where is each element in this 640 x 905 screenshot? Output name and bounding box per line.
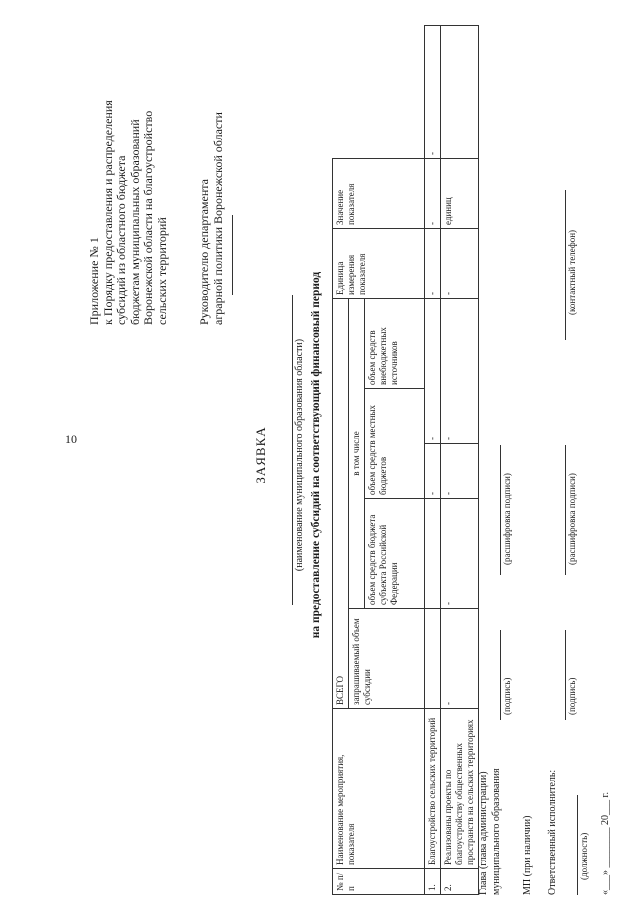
header-name: Наименование мероприятия, показателя (333, 709, 425, 869)
addressee-block (198, 5, 225, 325)
addressee-line: Руководителю департамента (197, 179, 211, 325)
cell-local: - (425, 299, 441, 444)
appendix-line: бюджетам муниципальных образований (127, 119, 142, 325)
cell-value: - (425, 26, 441, 159)
cell-federal: - (441, 444, 479, 499)
header-local: объем средств местных бюджетов (365, 389, 425, 499)
executor-decoding-caption: (расшифровка подписи) (567, 473, 577, 565)
header-requested: запрашиваемый объем субсидии (349, 609, 425, 709)
table-row (425, 26, 441, 895)
head-signature-line (500, 630, 501, 720)
head-label-1: Глава (глава администрации) (478, 771, 489, 895)
document-title: ЗАЯВКА (253, 426, 268, 484)
executor-signature-line (565, 630, 566, 720)
cell-requested: - (441, 499, 479, 609)
header-extra: объем средств внебюджетных источников (365, 299, 425, 389)
executor-position-line (577, 795, 578, 895)
cell-federal: - (425, 444, 441, 499)
head-label-2: муниципального образования (491, 768, 502, 895)
head-decoding-caption: (расшифровка подписи) (502, 473, 512, 565)
appendix-line: сельских территорий (154, 217, 169, 325)
cell-num: 1. (425, 869, 441, 895)
header-value: Значение показателя (333, 159, 425, 229)
executor-signature-caption: (подпись) (567, 677, 577, 715)
cell-unit: единиц (441, 159, 479, 229)
head-decoding-line (500, 445, 501, 575)
header-federal: объем средств бюджета субъекта Российской Федерации (365, 499, 425, 609)
mp-label: МП (при наличии) (522, 815, 533, 895)
municipality-caption: (наименование муниципального образования области) (294, 338, 305, 572)
executor-phone-caption: (контактный телефон) (567, 229, 577, 315)
request-table (332, 25, 479, 895)
cell-extra: - (425, 229, 441, 299)
cell-total (425, 609, 441, 709)
cell-extra: - (441, 229, 479, 299)
appendix-line: Приложение № 1 (87, 237, 101, 325)
addressee-line: аграрной политики Воронежской области (210, 112, 225, 325)
document-subtitle: на предоставление субсидий на соответствующий финансовый период (310, 271, 322, 639)
date-line: «___» ________ 20___ г. (600, 792, 611, 895)
appendix-block (88, 5, 169, 325)
appendix-line: Воронежской области на благоустройство (141, 110, 155, 325)
cell-unit: - (425, 159, 441, 229)
header-including: в том числе (349, 299, 365, 609)
header-total: ВСЕГО (333, 299, 349, 709)
municipality-line (292, 295, 293, 605)
cell-requested (425, 499, 441, 609)
header-unit: Единица измерения показателя (333, 229, 425, 299)
cell-total: - (441, 609, 479, 709)
cell-name: Благоустройство сельских территорий (425, 709, 441, 869)
appendix-line: субсидий из областного бюджета (114, 155, 128, 325)
executor-label: Ответственный исполнитель: (547, 769, 558, 895)
rotated-sheet (10, 15, 630, 895)
header-num: № п/п (333, 869, 425, 895)
page-number: 10 (65, 432, 77, 446)
executor-position-caption: (должность) (579, 832, 589, 880)
addressee-name-line (232, 215, 233, 295)
executor-decoding-line (565, 445, 566, 575)
cell-name: Реализованы проекты по благоустройству общественных пространств на сельских территориях (441, 709, 479, 869)
head-signature-caption: (подпись) (502, 677, 512, 715)
cell-num: 2. (441, 869, 479, 895)
cell-value (441, 26, 479, 159)
appendix-line: к Порядку предоставления и распределения (100, 100, 115, 325)
table-row (441, 26, 479, 895)
cell-local: - (441, 299, 479, 444)
executor-phone-line (565, 190, 566, 340)
